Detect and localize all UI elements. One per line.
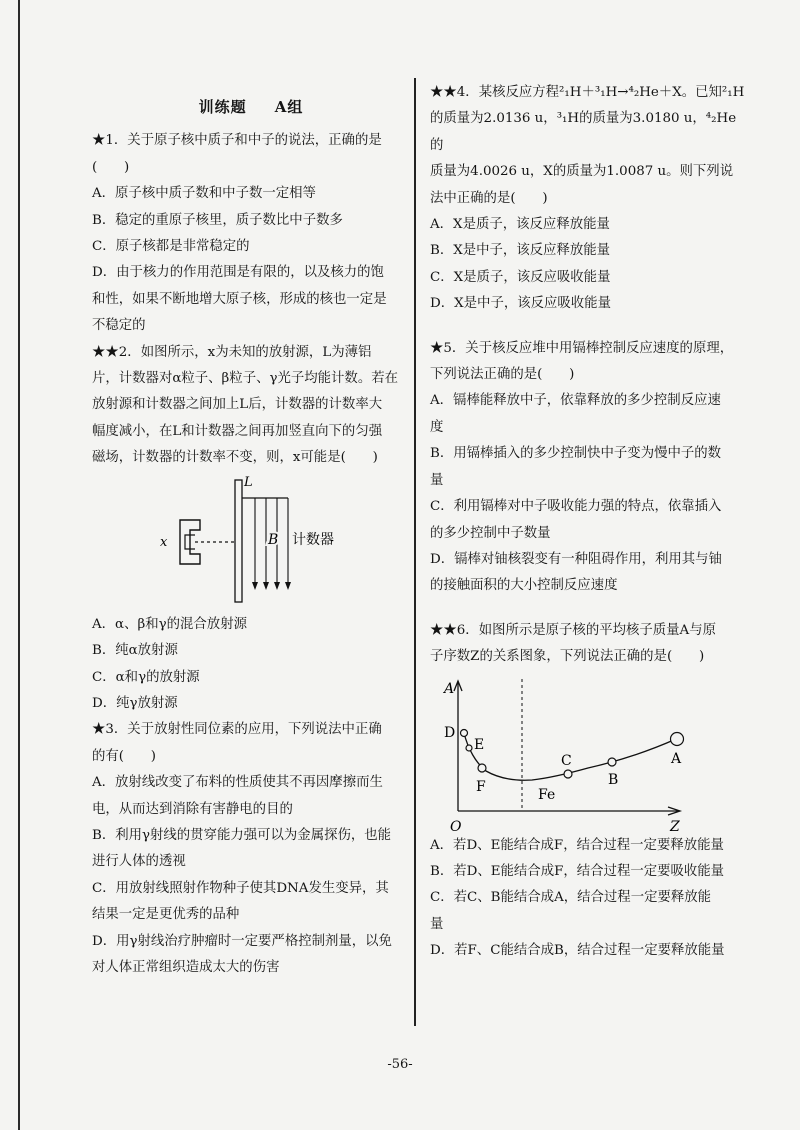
field-arrow-4	[285, 582, 291, 590]
q2-option-d: D．纯γ放射源	[92, 695, 178, 711]
q3-stem: 的有( )	[92, 748, 157, 764]
question-2	[92, 340, 410, 718]
q3-option-b: B．利用γ射线的贯穿能力强可以为金属探伤，也能	[92, 827, 392, 843]
point-D	[461, 729, 468, 736]
q5-option-b: B．用镉棒插入的多少控制快中子变为慢中子的数	[430, 446, 722, 462]
q2-stem: 片，计数器对α粒子、β粒子、γ光子均能计数。若在	[92, 371, 398, 387]
q6-option-d: D．若F、C能结合成B，结合过程一定要释放能量	[430, 943, 725, 959]
label-x: x	[160, 534, 168, 550]
q1-option-d-cont: 不稳定的	[92, 318, 146, 334]
q6-stem: ★★6．如图所示是原子核的平均核子质量A与原	[430, 622, 717, 638]
q3-stem: ★3．关于放射性同位素的应用，下列说法中正确	[92, 722, 382, 738]
q4-option-d: D．X是中子，该反应吸收能量	[430, 296, 611, 312]
q2-stem: 放射源和计数器之间加上L后，计数器的计数率大	[92, 397, 383, 413]
question-1	[92, 128, 410, 339]
label-E: E	[474, 736, 485, 753]
q3-option-a: A．放射线改变了布料的性质使其不再因摩擦而生	[92, 775, 383, 791]
q5-option-c-cont: 的多少控制中子数量	[430, 525, 551, 541]
point-C	[564, 770, 572, 778]
q2-figure	[92, 472, 410, 612]
page-number: -56-	[387, 1057, 413, 1072]
q5-stem: 下列说法正确的是( )	[430, 367, 575, 383]
column-divider	[414, 78, 416, 1026]
point-E	[466, 745, 472, 751]
point-B	[608, 758, 616, 766]
q6-stem: 子序数Z的关系图象，下列说法正确的是( )	[430, 649, 705, 665]
q3-option-c-cont: 结果一定是更优秀的品种	[92, 907, 240, 923]
label-B: B	[268, 531, 279, 548]
q1-blank: ( )	[92, 159, 130, 175]
q3-option-a-cont: 电，从而达到消除有害静电的目的	[92, 801, 293, 817]
q1-option-c: C．原子核都是非常稳定的	[92, 239, 250, 255]
binding-curve-graph	[430, 671, 746, 833]
right-column	[430, 80, 746, 965]
q4-stem: 法中正确的是( )	[430, 190, 548, 206]
q1-stem: ★1．关于原子核中质子和中子的说法，正确的是	[92, 133, 382, 149]
q5-option-a: A．镉棒能释放中子，依靠释放的多少控制反应速	[430, 393, 721, 409]
label-F: F	[476, 778, 486, 795]
q4-option-b: B．X是中子，该反应释放能量	[430, 243, 611, 259]
q5-option-c: C．利用镉棒对中子吸收能力强的特点，依靠插入	[430, 499, 722, 515]
q2-option-c: C．α和γ的放射源	[92, 669, 200, 685]
q2-stem: 幅度减小，在L和计数器之间再加竖直向下的匀强	[92, 423, 383, 439]
q6-option-b: B．若D、E能结合成F，结合过程一定要吸收能量	[430, 863, 725, 879]
q6-option-c: C．若C、B能结合成A，结合过程一定要释放能	[430, 890, 712, 906]
q1-option-d: D．由于核力的作用范围是有限的，以及核力的饱	[92, 265, 384, 281]
q3-option-b-cont: 进行人体的透视	[92, 854, 186, 870]
q5-stem: ★5．关于核反应堆中用镉棒控制反应速度的原理，	[430, 340, 734, 356]
point-F	[478, 764, 486, 772]
point-A	[671, 732, 684, 745]
q4-option-a: A．X是质子，该反应释放能量	[430, 217, 610, 233]
question-3	[92, 717, 410, 981]
q2-stem: 磁场，计数器的计数率不变，则，x可能是( )	[92, 450, 378, 466]
q3-option-d-cont: 对人体正常组织造成太大的伤害	[92, 959, 280, 975]
q4-stem: 质量为4.0026 u，X的质量为1.0087 u。则下列说	[430, 164, 734, 180]
question-6	[430, 618, 746, 965]
question-4	[430, 80, 746, 318]
q2-option-a: A．α、β和γ的混合放射源	[92, 616, 247, 632]
axis-y-label: A	[444, 680, 455, 697]
q1-option-d-cont: 和性，如果不断地增大原子核，形成的核也一定是	[92, 291, 387, 307]
label-C: C	[561, 752, 572, 769]
field-arrow-3	[274, 582, 280, 590]
q5-option-b-cont: 量	[430, 472, 444, 488]
field-arrow-2	[263, 582, 269, 590]
binding-edge-line	[18, 0, 20, 1130]
q4-option-c: C．X是质子，该反应吸收能量	[430, 269, 611, 285]
label-L: L	[244, 474, 253, 490]
q6-figure	[430, 671, 746, 833]
q2-option-b: B．纯α放射源	[92, 643, 178, 659]
q5-option-d: D．镉棒对铀核裂变有一种阻碍作用，利用其与铀	[430, 551, 722, 567]
label-counter: 计数器	[292, 531, 334, 548]
field-arrow-1	[252, 582, 258, 590]
label-Fe: Fe	[538, 786, 556, 803]
question-5	[430, 336, 746, 600]
label-B: B	[608, 771, 619, 788]
origin-label: O	[450, 818, 462, 833]
q2-stem: ★★2．如图所示，x为未知的放射源，L为薄铝	[92, 344, 372, 360]
q5-option-a-cont: 度	[430, 419, 444, 435]
left-column	[92, 94, 410, 981]
page-title: 训练题 A组	[198, 98, 304, 116]
label-D: D	[444, 724, 456, 741]
axis-x-label: Z	[670, 818, 680, 833]
q1-option-a: A．原子核中质子数和中子数一定相等	[92, 186, 316, 202]
aluminium-sheet	[235, 480, 242, 602]
q3-option-d: D．用γ射线治疗肿瘤时一定要严格控制剂量，以免	[92, 933, 392, 949]
q3-option-c: C．用放射线照射作物种子使其DNA发生变异，其	[92, 880, 389, 896]
q4-stem: 的质量为2.0136 u，³₁H的质量为3.0180 u，⁴₂He的	[430, 111, 737, 153]
q1-option-b: B．稳定的重原子核里，质子数比中子数多	[92, 212, 343, 228]
q5-option-d-cont: 的接触面积的大小控制反应速度	[430, 578, 618, 594]
q6-option-c-cont: 量	[430, 916, 444, 932]
label-A: A	[671, 750, 682, 767]
q4-stem: ★★4．某核反应方程²₁H＋³₁H→⁴₂He＋X。已知²₁H	[430, 85, 745, 100]
q2-apparatus-diagram	[92, 472, 410, 612]
q6-option-a: A．若D、E能结合成F，结合过程一定要释放能量	[430, 837, 724, 853]
